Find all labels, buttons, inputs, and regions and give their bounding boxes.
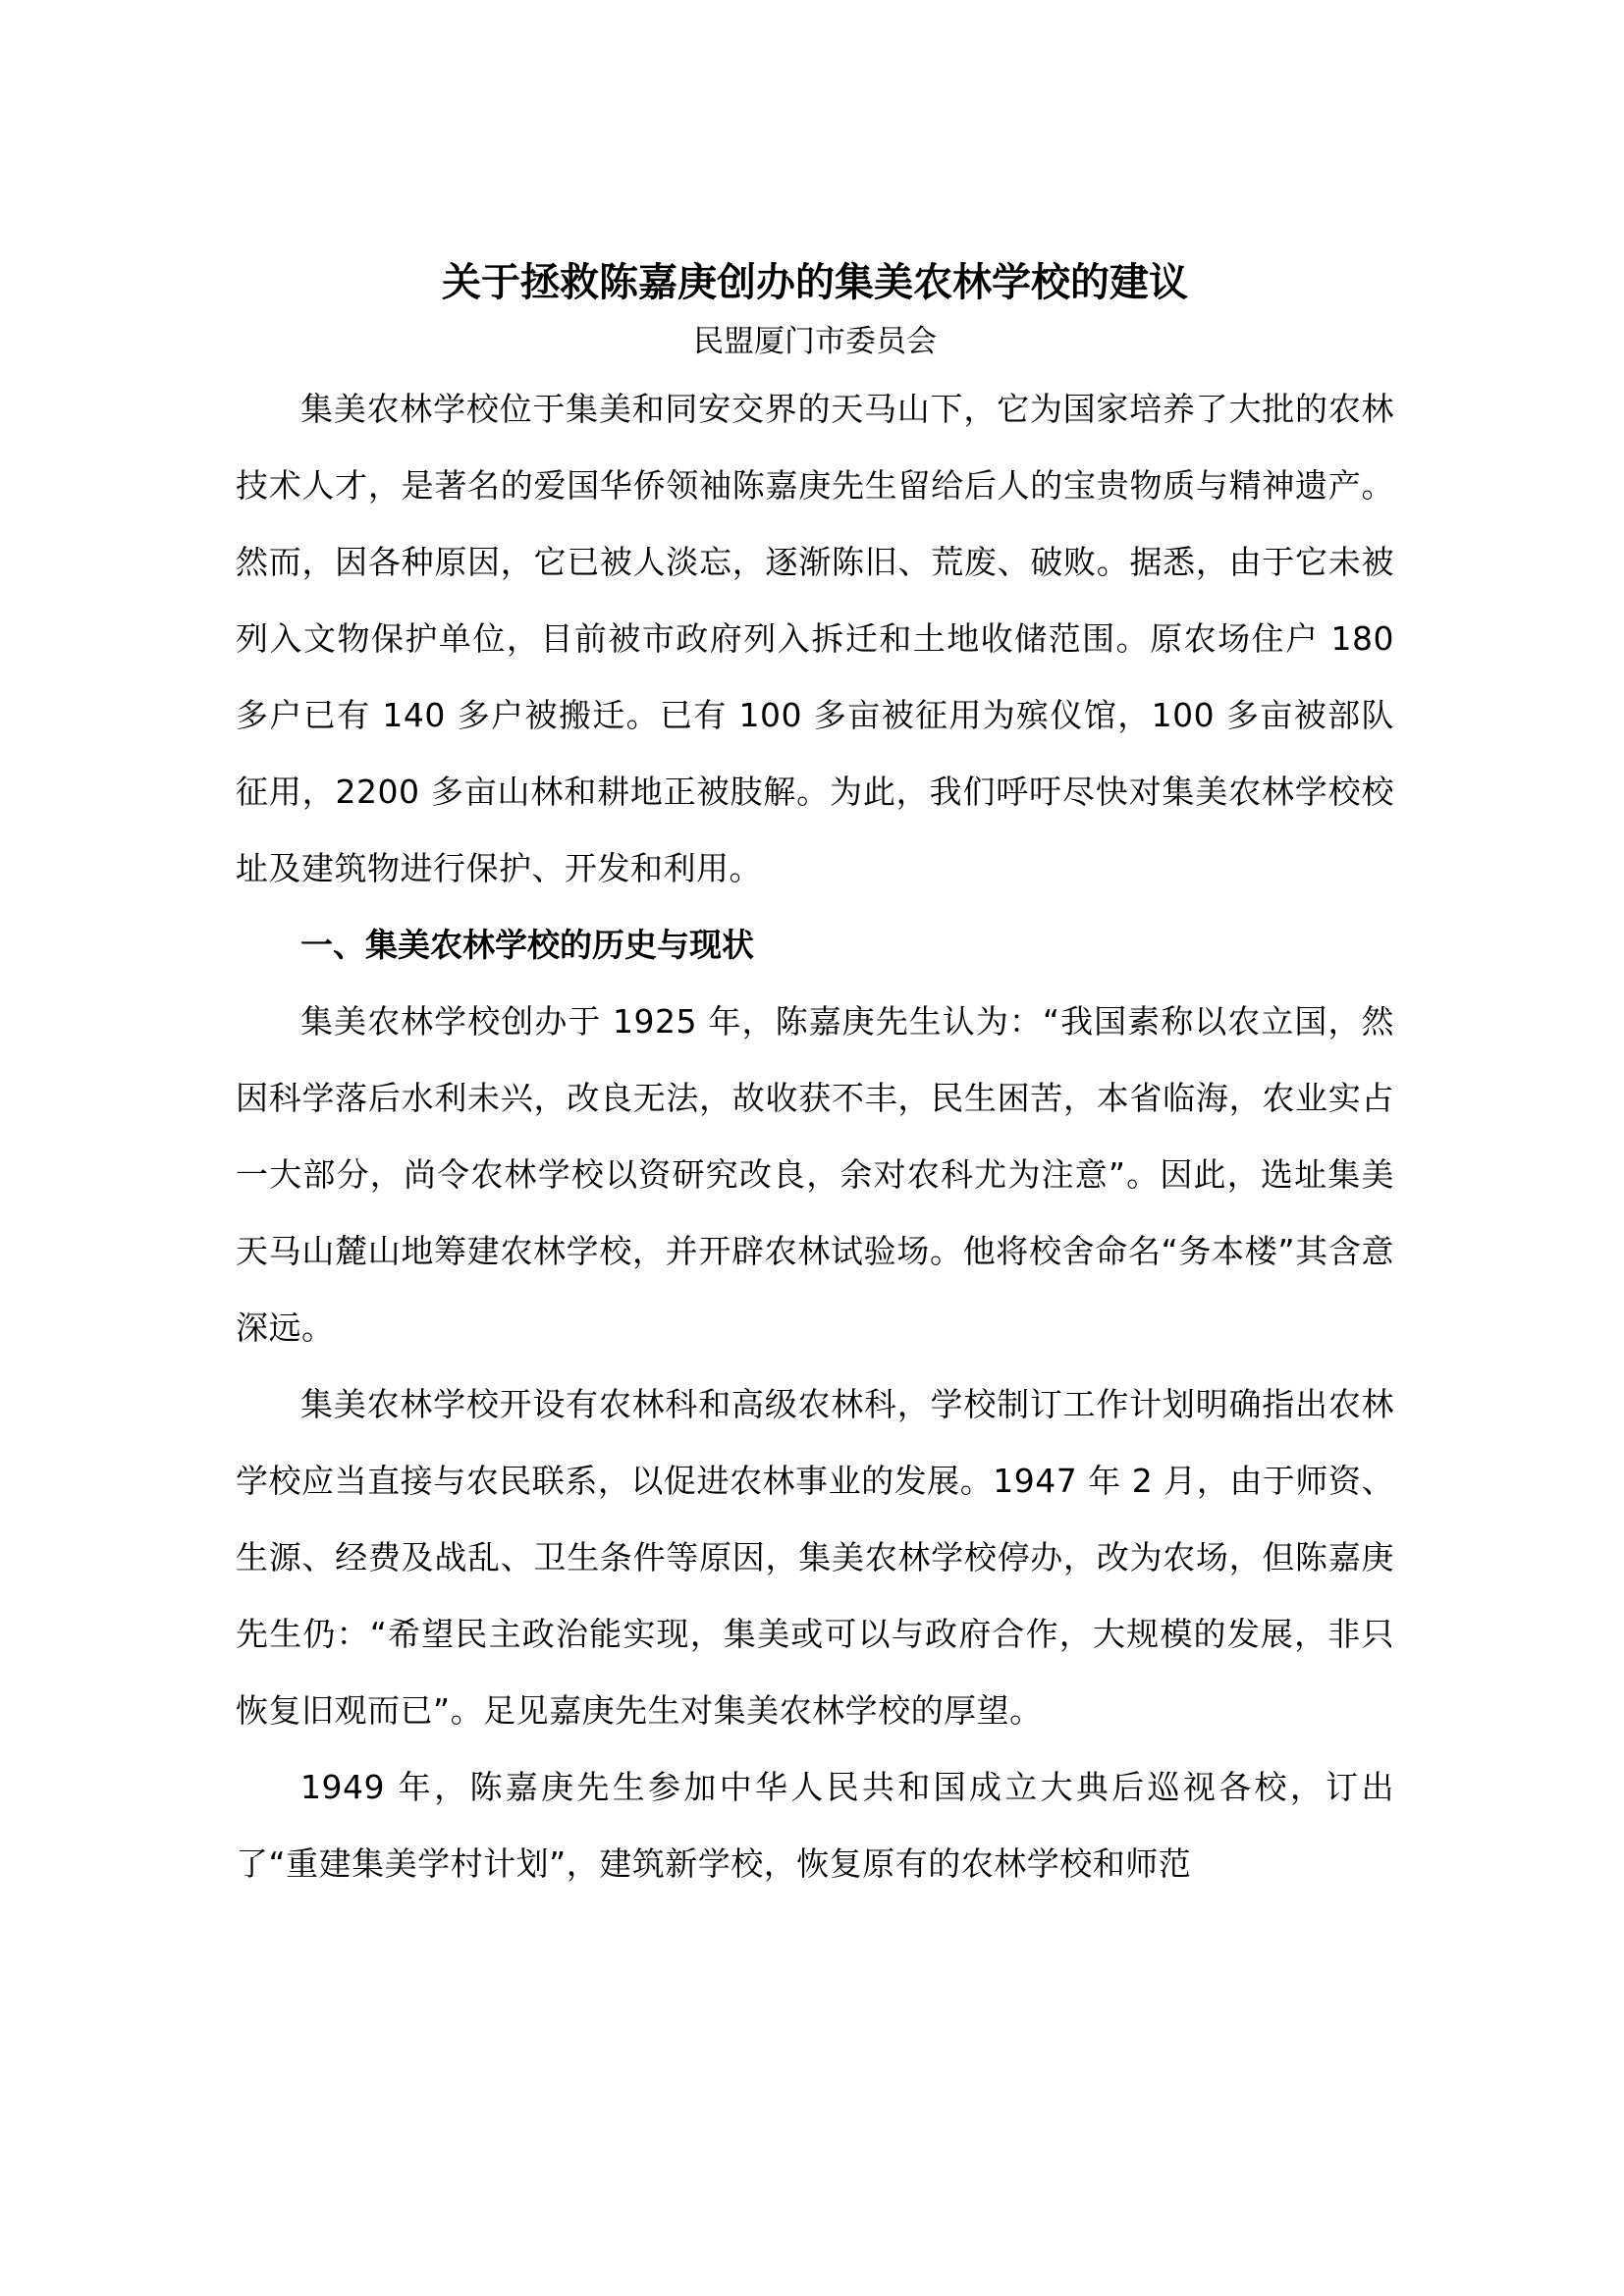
section-heading: 一、集美农林学校的历史与现状: [300, 926, 754, 964]
history-paragraph-3: 1949 年，陈嘉庚先生参加中华人民共和国成立大典后巡视各校，订出了“重建集美学村计划”，建筑新学校，恢复原有的农林学校和师范: [236, 1768, 1394, 1883]
document-author: 民盟厦门市委员会: [693, 324, 937, 359]
history-paragraph-1: 集美农林学校创办于 1925 年，陈嘉庚先生认为：“我国素称以农立国，然因科学落后水利未兴，改良无法，故收获不丰，民生困苦，本省临海，农业实占一大部分，尚令农林学校以资研究改良，余对农科尤为注意”。因此，选址集美天马山麓山地筹建农林学校，并开辟农林试验场。他将校舍命名“务本楼”其含意深远。: [236, 1002, 1394, 1347]
document-title: 关于拯救陈嘉庚创办的集美农林学校的建议: [442, 260, 1188, 305]
history-paragraph-2: 集美农林学校开设有农林科和高级农林科，学校制订工作计划明确指出农林学校应当直接与农民联系，以促进农林事业的发展。1947 年 2 月，由于师资、生源、经费及战乱、卫生条件等原因，集美农林学校停办，改为农场，但陈嘉庚先生仍：“希望民主政治能实现，集美或可以与政府合作，大规模的发展，非只恢复旧观而已”。足见嘉庚先生对集美农林学校的厚望。: [236, 1385, 1394, 1730]
intro-paragraph: 集美农林学校位于集美和同安交界的天马山下，它为国家培养了大批的农林技术人才，是著名的爱国华侨领袖陈嘉庚先生留给后人的宝贵物质与精神遗产。然而，因各种原因，它已被人淡忘，逐渐陈旧、荒废、破败。据悉，由于它未被列入文物保护单位，目前被市政府列入拆迁和土地收储范围。原农场住户 180 多户已有 140 多户被搬迁。已有 100 多亩被征用为殡仪馆，100 多亩被部队征用，2200 多亩山林和耕地正被肢解。为此，我们呼吁尽快对集美农林学校校址及建筑物进行保护、开发和利用。: [236, 390, 1394, 887]
document-body: [236, 253, 1394, 1902]
